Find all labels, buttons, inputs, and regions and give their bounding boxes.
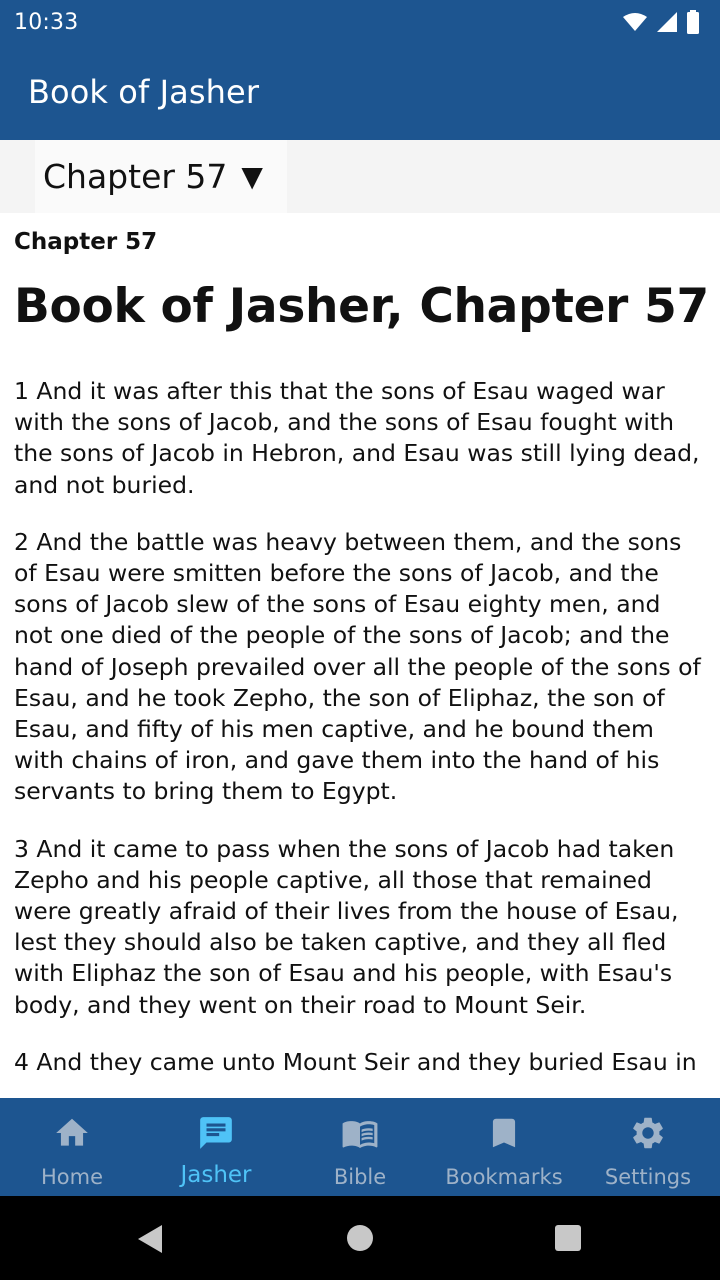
home-button-icon[interactable]: [347, 1225, 373, 1251]
verse-text: 1 And it was after this that the sons of Esau waged war with the sons of Jacob, and the sons of Esau fought with the sons of Jacob in Hebron, and Esau was still lying dead, and not buried.: [14, 377, 700, 499]
status-time: 10:33: [14, 9, 79, 35]
wifi-icon: [622, 12, 648, 32]
nav-label: Bible: [333, 1165, 387, 1189]
bottom-nav: [0, 1098, 720, 1196]
chapter-content[interactable]: [0, 213, 720, 1098]
app-bar: [0, 44, 720, 140]
home-icon: [53, 1114, 91, 1152]
nav-label: Home: [40, 1165, 103, 1189]
app-title: Book of Jasher: [28, 73, 260, 111]
back-icon[interactable]: [137, 1224, 163, 1254]
nav-label: Settings: [604, 1165, 692, 1189]
nav-label: Bookmarks: [445, 1165, 563, 1189]
verse-text: 2 And the battle was heavy between them, and the sons of Esau were smitten before the sons of Jacob, and the sons of Jacob slew of the sons of Esau eighty men, and not one died of the people of the sons of Jacob; and the hand of Joseph prevailed over all the people of the sons of Esau, and he took Zepho, the son of Eliphaz, the son of Esau, and fifty of his men captive, and he bound them with chains of iron, and gave them into the hand of his servants to bring them to Egypt.: [14, 527, 701, 806]
nav-item-settings[interactable]: [576, 1098, 720, 1196]
nav-item-bible[interactable]: [288, 1098, 432, 1196]
status-icons: [622, 10, 700, 34]
chapter-heading: Book of Jasher, Chapter 57: [14, 279, 709, 334]
dropdown-caret-icon: ▼: [241, 160, 263, 193]
status-bar: [0, 0, 720, 44]
bookmark-icon: [485, 1114, 523, 1152]
system-nav-bar: [0, 1196, 720, 1280]
nav-label: Jasher: [180, 1162, 252, 1188]
chapter-label: Chapter 57: [14, 229, 158, 255]
message-icon: [197, 1114, 235, 1152]
chapter-dropdown-value: Chapter 57: [43, 157, 228, 196]
nav-item-jasher[interactable]: [144, 1098, 288, 1196]
nav-item-home[interactable]: [0, 1098, 144, 1196]
recents-icon[interactable]: [555, 1225, 581, 1251]
nav-item-bookmarks[interactable]: [432, 1098, 576, 1196]
gear-icon: [629, 1114, 667, 1152]
verse-text: 4 And they came unto Mount Seir and they buried Esau in: [14, 1047, 697, 1076]
chapter-selector-strip: [0, 140, 720, 213]
cell-signal-icon: [656, 11, 678, 33]
chapter-dropdown[interactable]: [35, 140, 287, 213]
battery-icon: [686, 10, 700, 34]
verse-text: 3 And it came to pass when the sons of Jacob had taken Zepho and his people captive, all those that remained were greatly afraid of their lives from the house of Esau, lest they should also be taken captive, and they all fled with Eliphaz the son of Esau and his people, with Esau's body, and they went on their road to Mount Seir.: [14, 834, 679, 1019]
book-open-icon: [341, 1114, 379, 1152]
